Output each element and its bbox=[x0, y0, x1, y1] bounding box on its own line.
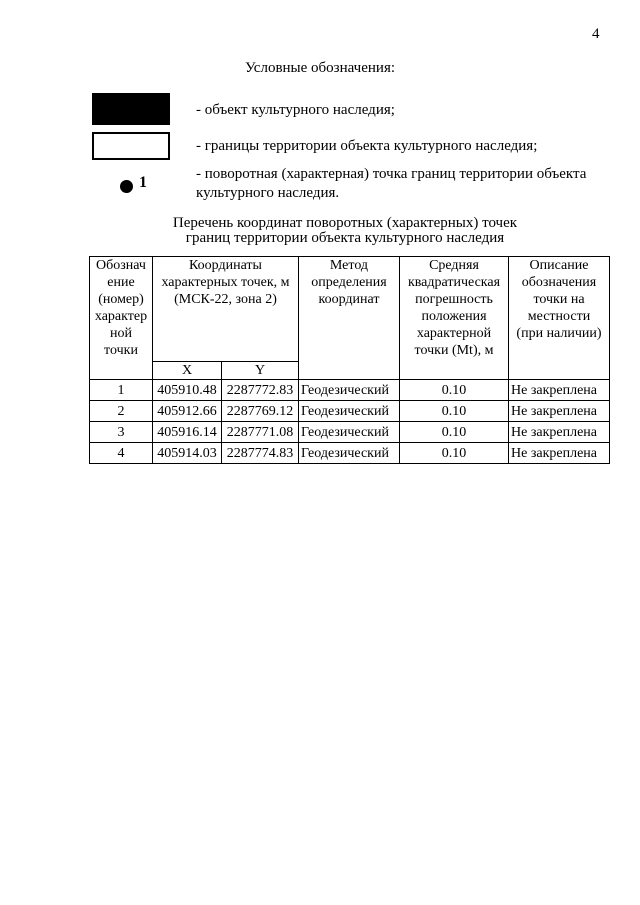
cell-mt: 0.10 bbox=[400, 380, 509, 401]
cell-point-number: 4 bbox=[90, 443, 153, 464]
cell-description: Не закреплена bbox=[509, 422, 610, 443]
coordinates-list-title bbox=[0, 216, 640, 246]
coordinates-list-title-line1: Перечень координат поворотных (характерных) точек bbox=[172, 215, 518, 231]
cell-method: Геодезический bbox=[299, 443, 400, 464]
header-error: Средняя квадратическая погрешность положения характерной точки (Mt), м bbox=[400, 257, 509, 380]
cell-description: Не закреплена bbox=[509, 401, 610, 422]
cell-point-number: 2 bbox=[90, 401, 153, 422]
legend-item-turning-point: - поворотная (характерная) точка границ территории объекта культурного наследия. bbox=[196, 166, 587, 201]
header-y: Y bbox=[222, 362, 299, 380]
cultural-heritage-object-symbol bbox=[92, 93, 170, 125]
legend-title: Условные обозначения: bbox=[244, 60, 396, 76]
cell-mt: 0.10 bbox=[400, 401, 509, 422]
cell-mt: 0.10 bbox=[400, 443, 509, 464]
cell-y: 2287774.83 bbox=[222, 443, 299, 464]
header-coordinates: Координаты характерных точек, м (МСК-22, зона 2) bbox=[153, 257, 299, 362]
cell-mt: 0.10 bbox=[400, 422, 509, 443]
turning-point-symbol-label: 1 bbox=[139, 174, 147, 191]
page-number: 4 bbox=[592, 26, 600, 42]
cell-point-number: 3 bbox=[90, 422, 153, 443]
legend-item-boundary: - границы территории объекта культурного наследия; bbox=[196, 138, 538, 154]
cell-y: 2287769.12 bbox=[222, 401, 299, 422]
table-row bbox=[90, 422, 610, 443]
legend-item-object: - объект культурного наследия; bbox=[196, 102, 395, 118]
cell-x: 405912.66 bbox=[153, 401, 222, 422]
cell-point-number: 1 bbox=[90, 380, 153, 401]
header-description: Описание обозначения точки на местности (при наличии) bbox=[509, 257, 610, 380]
cell-x: 405916.14 bbox=[153, 422, 222, 443]
table-row bbox=[90, 401, 610, 422]
table-header-row bbox=[90, 257, 610, 362]
header-method: Метод определения координат bbox=[299, 257, 400, 380]
coordinates-list-title-line2: границ территории объекта культурного наследия bbox=[185, 230, 505, 246]
turning-point-dot-icon bbox=[120, 180, 133, 193]
header-designation: Обознач ение (номер) характер ной точки bbox=[90, 257, 153, 380]
cell-method: Геодезический bbox=[299, 380, 400, 401]
table-row bbox=[90, 443, 610, 464]
table-row bbox=[90, 380, 610, 401]
cell-y: 2287771.08 bbox=[222, 422, 299, 443]
cell-y: 2287772.83 bbox=[222, 380, 299, 401]
cell-method: Геодезический bbox=[299, 422, 400, 443]
coordinates-table bbox=[89, 256, 610, 464]
header-x: X bbox=[153, 362, 222, 380]
cell-method: Геодезический bbox=[299, 401, 400, 422]
cell-x: 405914.03 bbox=[153, 443, 222, 464]
cell-description: Не закреплена bbox=[509, 443, 610, 464]
territory-boundary-symbol bbox=[92, 132, 170, 160]
cell-x: 405910.48 bbox=[153, 380, 222, 401]
cell-description: Не закреплена bbox=[509, 380, 610, 401]
